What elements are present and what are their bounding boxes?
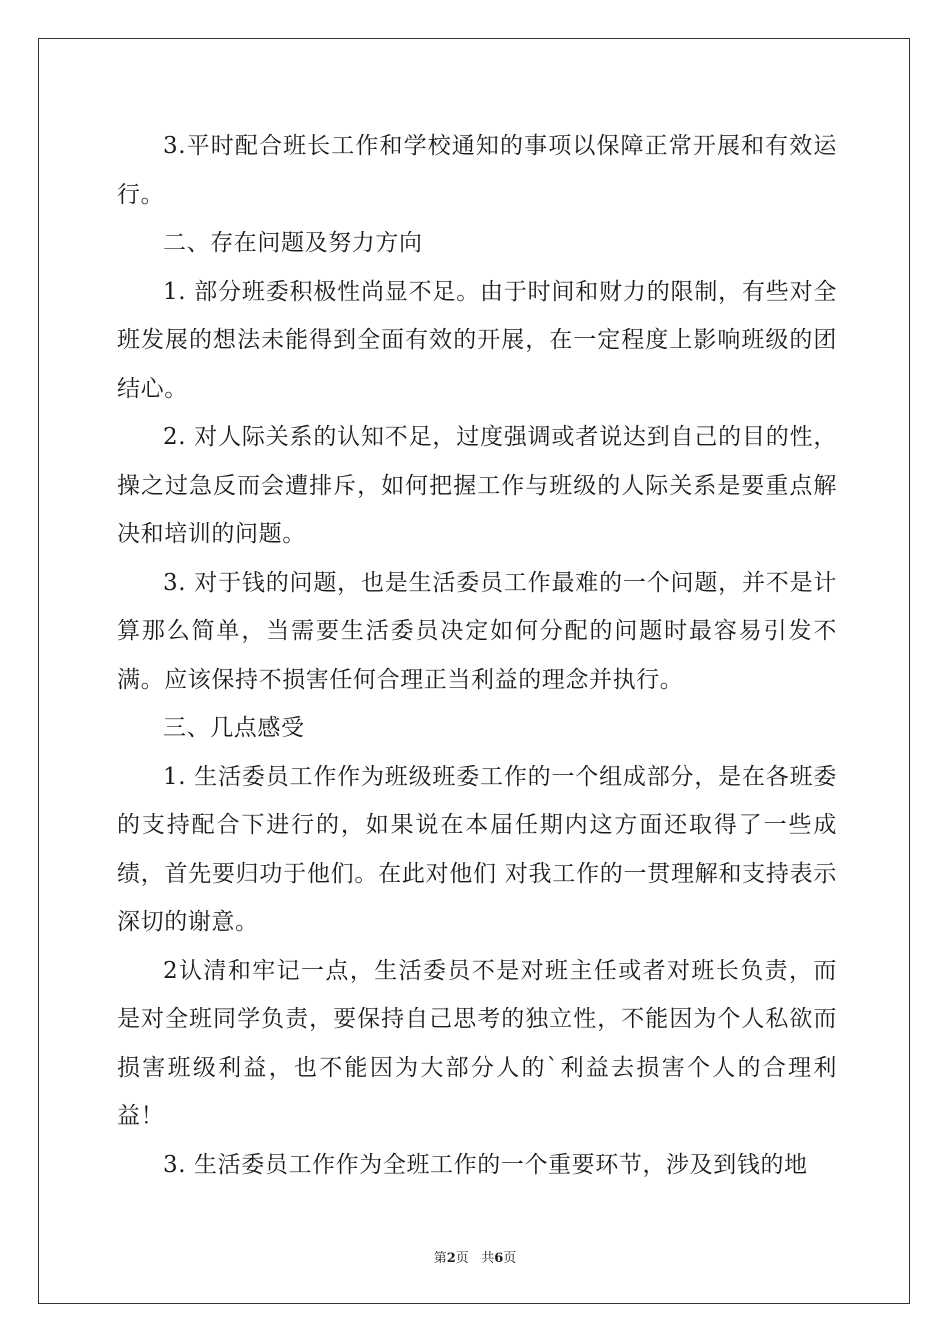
total-prefix: 共 <box>481 1251 495 1266</box>
page-footer <box>0 1247 950 1266</box>
section-heading-3: 三、几点感受 <box>163 715 305 741</box>
paragraph-3-3: 3. 生活委员工作作为全班工作的一个重要环节，涉及到钱的地 <box>163 1151 808 1178</box>
paragraph-2-1: 1. 部分班委积极性尚显不足。由于时间和财力的限制，有些对全班发展的想法未能得到全面有效的开展，在一定程度上影响班级的团结心。 <box>117 278 837 402</box>
total-suffix: 页 <box>503 1251 517 1266</box>
paragraph-2-2: 2. 对人际关系的认知不足，过度强调或者说达到自己的目的性，操之过急反而会遭排斥，如何把握工作与班级的人际关系是要重点解决和培训的问题。 <box>117 424 837 547</box>
total-pages: 6 <box>494 1251 504 1266</box>
paragraph-2-3: 3. 对于钱的问题，也是生活委员工作最难的一个问题，并不是计算那么简单，当需要生活委员决定如何分配的问题时最容易引发不满。应该保持不损害任何合理正当利益的理念并执行。 <box>117 569 837 693</box>
page-prefix: 第 <box>433 1251 447 1266</box>
page-suffix: 页 <box>455 1251 469 1266</box>
document-body <box>117 122 837 1189</box>
section-heading-2: 二、存在问题及努力方向 <box>163 230 423 256</box>
paragraph-3-2: 2认清和牢记一点，生活委员不是对班主任或者对班长负责，而是对全班同学负责，要保持自己思考的独立性，不能因为个人私欲而损害班级利益，也不能因为大部分人的`利益去损害个人的合理利益！ <box>117 957 837 1129</box>
paragraph-1: 3.平时配合班长工作和学校通知的事项以保障正常开展和有效运行。 <box>117 133 837 208</box>
paragraph-3-1: 1. 生活委员工作作为班级班委工作的一个组成部分，是在各班委的支持配合下进行的，如果说在本届任期内这方面还取得了一些成绩，首先要归功于他们。在此对他们 对我工作的一贯理解和支持表示深切的谢意。 <box>117 763 837 935</box>
page-number: 2 <box>446 1251 456 1266</box>
